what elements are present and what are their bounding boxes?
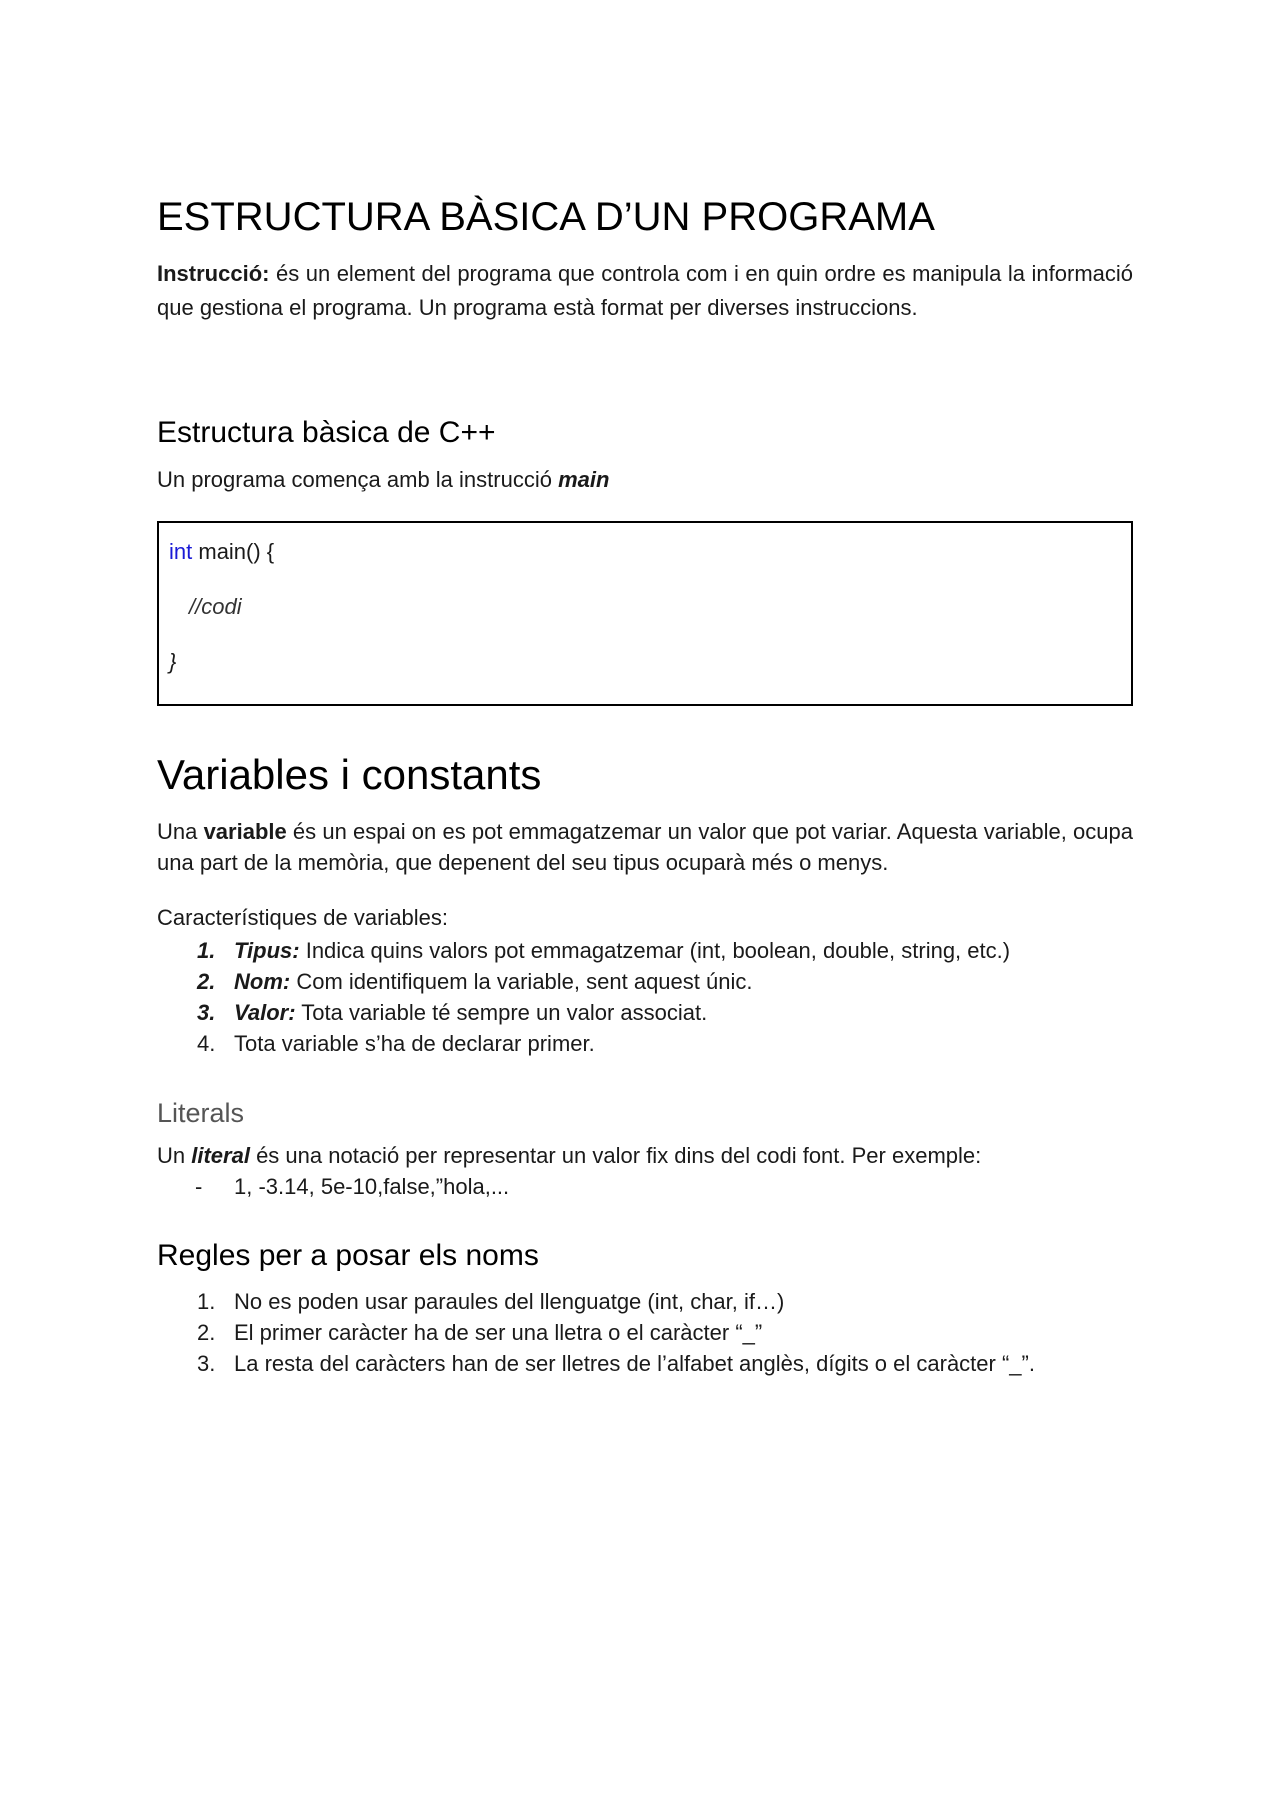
literals-p-before: Un bbox=[157, 1142, 192, 1168]
feature-text: Com identifiquem la variable, sent aquest únic. bbox=[290, 969, 753, 995]
list-item bbox=[157, 1286, 1133, 1317]
feature-term: Nom: bbox=[234, 969, 291, 995]
feature-text: Tota variable té sempre un valor associat. bbox=[295, 1000, 708, 1026]
cpp-lead-text: Un programa comença amb la instrucció bbox=[157, 467, 559, 492]
intro-paragraph bbox=[157, 257, 1133, 325]
code-line-1-rest: main() { bbox=[192, 539, 275, 564]
code-keyword: int bbox=[169, 539, 193, 564]
cpp-lead-paragraph bbox=[157, 463, 1133, 497]
feature-number: 4. bbox=[197, 1031, 216, 1057]
list-item bbox=[157, 1317, 1133, 1348]
literals-p-after: és una notació per representar un valor fix dins del codi font. Per exemple: bbox=[249, 1142, 982, 1168]
literals-example-list bbox=[157, 1171, 1133, 1202]
rule-number: 2. bbox=[197, 1319, 216, 1345]
cpp-heading: Estructura bàsica de C++ bbox=[157, 416, 496, 449]
feature-text: Tota variable s’ha de declarar primer. bbox=[234, 1031, 595, 1057]
variables-heading: Variables i constants bbox=[157, 751, 542, 798]
features-list bbox=[157, 935, 1133, 1059]
list-item bbox=[157, 935, 1133, 966]
rule-text: No es poden usar paraules del llenguatge (int, char, if…) bbox=[234, 1288, 785, 1314]
variables-paragraph bbox=[157, 816, 1133, 878]
literals-heading: Literals bbox=[157, 1098, 245, 1129]
feature-term: Tipus: bbox=[234, 938, 300, 964]
list-item bbox=[157, 1348, 1133, 1379]
list-item bbox=[157, 1171, 1133, 1202]
list-item bbox=[157, 966, 1133, 997]
feature-text: Indica quins valors pot emmagatzemar (int, boolean, double, string, etc.) bbox=[299, 938, 1011, 964]
cpp-lead-term: main bbox=[558, 467, 610, 492]
list-item bbox=[157, 1028, 1133, 1059]
feature-number: 1. bbox=[197, 938, 216, 964]
literals-paragraph bbox=[157, 1140, 1133, 1171]
intro-text: és un element del programa que controla com i en quin ordre es manipula la informació que gestiona el programa. Un programa està format per diverses instruccions. bbox=[157, 261, 1133, 320]
document-content bbox=[157, 193, 1133, 1379]
code-closing-brace: } bbox=[169, 649, 177, 674]
code-line-1 bbox=[169, 531, 1121, 586]
code-box bbox=[157, 521, 1133, 706]
rule-text: La resta del caràcters han de ser lletres de l’alfabet anglès, dígits o el caràcter “_”. bbox=[234, 1350, 1035, 1376]
dash-bullet: - bbox=[195, 1173, 203, 1199]
variables-p1-after: és un espai on es pot emmagatzemar un valor que pot variar. Aquesta variable, ocupa una part de la memòria, que depenent del seu tipus ocuparà més o menys. bbox=[157, 819, 1133, 876]
features-label: Característiques de variables: bbox=[157, 905, 449, 931]
rules-heading: Regles per a posar els noms bbox=[157, 1238, 539, 1272]
feature-number: 3. bbox=[197, 1000, 216, 1026]
literals-term: literal bbox=[191, 1142, 250, 1168]
feature-term: Valor: bbox=[234, 1000, 296, 1026]
literals-example: 1, -3.14, 5e-10,false,”hola,... bbox=[234, 1173, 510, 1199]
variables-term: variable bbox=[203, 819, 287, 845]
variables-p1-before: Una bbox=[157, 819, 204, 845]
rules-list bbox=[157, 1286, 1133, 1379]
list-item bbox=[157, 997, 1133, 1028]
feature-number: 2. bbox=[197, 969, 216, 995]
code-comment: //codi bbox=[189, 594, 242, 619]
rule-number: 3. bbox=[197, 1350, 216, 1376]
rule-number: 1. bbox=[197, 1288, 216, 1314]
page-title: ESTRUCTURA BÀSICA D’UN PROGRAMA bbox=[157, 195, 935, 239]
intro-term: Instrucció: bbox=[157, 261, 270, 286]
rule-text: El primer caràcter ha de ser una lletra o el caràcter “_” bbox=[234, 1319, 763, 1345]
